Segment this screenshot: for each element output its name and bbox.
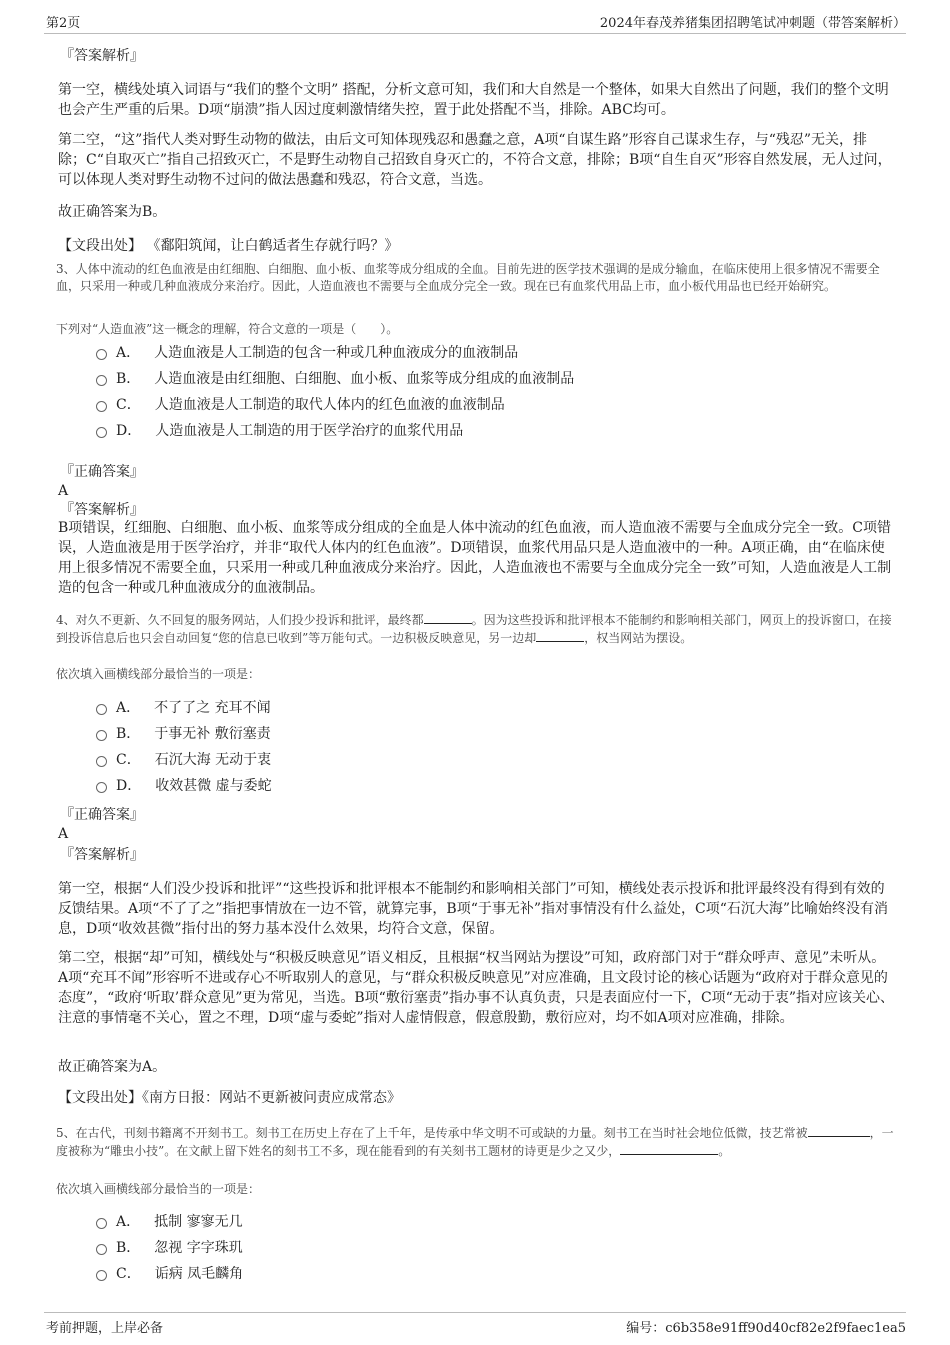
q4-source: 【文段出处】《南方日报：网站不更新被问责应成常态》 <box>58 1090 401 1106</box>
radio-icon[interactable] <box>96 349 107 360</box>
radio-icon[interactable] <box>96 782 107 793</box>
q2-analysis-para2: 第二空，“这”指代人类对野生动物的做法，由后文可知体现残忍和愚蠢之意，A项“自谋生路”形容自己谋求生存，与“残忍”无关，排除；C“自取灭亡”指自己招致灭亡，不是野生动物自己招致自身灭亡的，不符合文意，排除；B项“自生自灭”形容自然发展，无人过问，可以体现人类对野生动物不过问的做法愚蠢和残忍，符合文意，当选。 <box>58 132 892 188</box>
q3-option-a[interactable]: A． 人造血液是人工制造的包含一种或几种血液成分的血液制品 <box>96 343 518 363</box>
radio-icon[interactable] <box>96 1270 107 1281</box>
document-id: 编号：c6b358e91ff90d40cf82e2f9faec1ea5 <box>626 1321 906 1336</box>
q3-option-d[interactable]: D． 人造血液是人工制造的用于医学治疗的血浆代用品 <box>96 421 463 441</box>
q4-answer-label: 『正确答案』 <box>60 807 144 823</box>
blank-line <box>808 1124 870 1137</box>
radio-icon[interactable] <box>96 427 107 438</box>
radio-icon[interactable] <box>96 704 107 715</box>
q4-option-a[interactable]: A． 不了了之 充耳不闻 <box>96 698 271 718</box>
q3-analysis-label: 『答案解析』 <box>60 502 144 518</box>
footer-divider <box>44 1312 906 1313</box>
q4-analysis-label: 『答案解析』 <box>60 847 144 863</box>
blank-line <box>536 629 584 642</box>
q2-conclusion: 故正确答案为B。 <box>58 204 167 220</box>
radio-icon[interactable] <box>96 1244 107 1255</box>
q3-option-b[interactable]: B． 人造血液是由红细胞、白细胞、血小板、血浆等成分组成的血液制品 <box>96 369 574 389</box>
q5-stem: 5、在古代，刊刻书籍离不开刻书工。刻书工在历史上存在了上千年，是传承中华文明不可或缺的力量。刻书工在当时社会地位低微，技艺常被 ，一度被称为“雕虫小技”。在文献上留下姓名的刻书工不多，现在能看到的有关刻书工题材的诗更是少之又少， 。 <box>56 1126 894 1158</box>
q4-stem: 4、对久不更新、久不回复的服务网站，人们投少投诉和批评，最终都 。因为这些投诉和批评根本不能制约和影响相关部门，网页上的投诉窗口，在接到投诉信息后也只会自动回复“您的信息已收到”等万能句式。一边积极反映意见，另一边却 ，权当网站为摆设。 <box>56 613 892 645</box>
q2-analysis-label: 『答案解析』 <box>60 48 144 64</box>
radio-icon[interactable] <box>96 756 107 767</box>
q4-analysis-para2: 第二空，根据“却”可知，横线处与“积极反映意见”语义相反，且根据“权当网站为摆设”可知，政府部门对于“群众呼声、意见”未听从。A项“充耳不闻”形容听不进或存心不听取别人的意见，与“群众积极反映意见”对应准确，且文段讨论的核心话题为“政府对于群众意见的态度”，“政府‘听取’群众意见”更为常见，当选。B项“敷衍塞责”指办事不认真负责，只是表面应付一下，C项“无动于衷”指对应该关心、注意的事情毫不关心，置之不理，D项“虚与委蛇”指对人虚情假意，假意殷勤，敷衍应对，均不如A项对应准确，排除。 <box>58 950 894 1026</box>
q5-option-a[interactable]: A． 抵制 寥寥无几 <box>96 1212 243 1232</box>
q3-stem: 3、人体中流动的红色血液是由红细胞、白细胞、血小板、血浆等成分组成的全血。目前先进的医学技术强调的是成分输血，在临床使用上很多情况不需要全血，只采用一种或几种血液成分来治疗。因此，人造血液也不需要与全血成分完全一致。现在已有血浆代用品上市，血小板代用品也已经开始研究。 <box>56 262 880 293</box>
q4-conclusion: 故正确答案为A。 <box>58 1059 167 1075</box>
q5-option-b[interactable]: B． 忽视 字字珠玑 <box>96 1238 243 1258</box>
q5-option-c[interactable]: C． 诟病 凤毛麟角 <box>96 1264 243 1284</box>
radio-icon[interactable] <box>96 730 107 741</box>
header-divider <box>44 33 906 34</box>
q2-source: 【文段出处】 《鄱阳筑闻，让白鹤适者生存就行吗？》 <box>58 238 399 254</box>
q3-question: 下列对“人造血液”这一概念的理解，符合文意的一项是（ ）。 <box>56 322 399 336</box>
radio-icon[interactable] <box>96 401 107 412</box>
page-number: 第2页 <box>46 16 81 31</box>
document-title: 2024年春茂养猪集团招聘笔试冲刺题（带答案解析） <box>599 16 906 31</box>
q5-prompt: 依次填入画横线部分最恰当的一项是： <box>56 1182 261 1196</box>
q4-prompt: 依次填入画横线部分最恰当的一项是： <box>56 667 261 681</box>
q4-option-b[interactable]: B． 于事无补 敷衍塞责 <box>96 724 271 744</box>
radio-icon[interactable] <box>96 1218 107 1229</box>
radio-icon[interactable] <box>96 375 107 386</box>
q3-answer: A <box>58 483 69 499</box>
q3-analysis: B项错误，红细胞、白细胞、血小板、血浆等成分组成的全血是人体中流动的红色血液，而人造血液不需要与全血成分完全一致。C项错误，人造血液是用于医学治疗，并非“取代人体内的红色血液”。D项错误，血浆代用品只是人造血液中的一种。A项正确，由“在临床使用上很多情况不需要全血，只采用一种或几种血液成分来治疗。因此，人造血液也不需要与全血成分完全一致”可知，人造血液是人工制造的包含一种或几种血液成分的血液制品。 <box>58 520 892 596</box>
q4-option-c[interactable]: C． 石沉大海 无动于衷 <box>96 750 271 770</box>
q4-answer: A <box>58 826 69 842</box>
footer-slogan: 考前押题，上岸必备 <box>46 1321 164 1336</box>
q4-analysis-para1: 第一空，根据“人们没少投诉和批评”“这些投诉和批评根本不能制约和影响相关部门”可知，横线处表示投诉和批评最终没有得到有效的反馈结果。A项“不了了之”指把事情放在一边不管，就算完事，B项“于事无补”指对事情没有什么益处，C项“石沉大海”比喻始终没有消息，D项“收效甚微”指付出的努力基本没什么效果，均符合文意，保留。 <box>58 881 889 937</box>
q3-answer-label: 『正确答案』 <box>60 464 144 480</box>
q3-option-c[interactable]: C． 人造血液是人工制造的取代人体内的红色血液的血液制品 <box>96 395 505 415</box>
q2-analysis-para1: 第一空，横线处填入词语与“我们的整个文明” 搭配，分析文意可知，我们和大自然是一个整体，如果大自然出了问题，我们的整个文明也会产生严重的后果。D项“崩溃”指人因过度刺激情绪失控，置于此处搭配不当，排除。ABC均可。 <box>58 82 889 118</box>
blank-line <box>620 1142 718 1155</box>
q4-option-d[interactable]: D． 收效甚微 虚与委蛇 <box>96 776 272 796</box>
blank-line <box>424 611 472 624</box>
